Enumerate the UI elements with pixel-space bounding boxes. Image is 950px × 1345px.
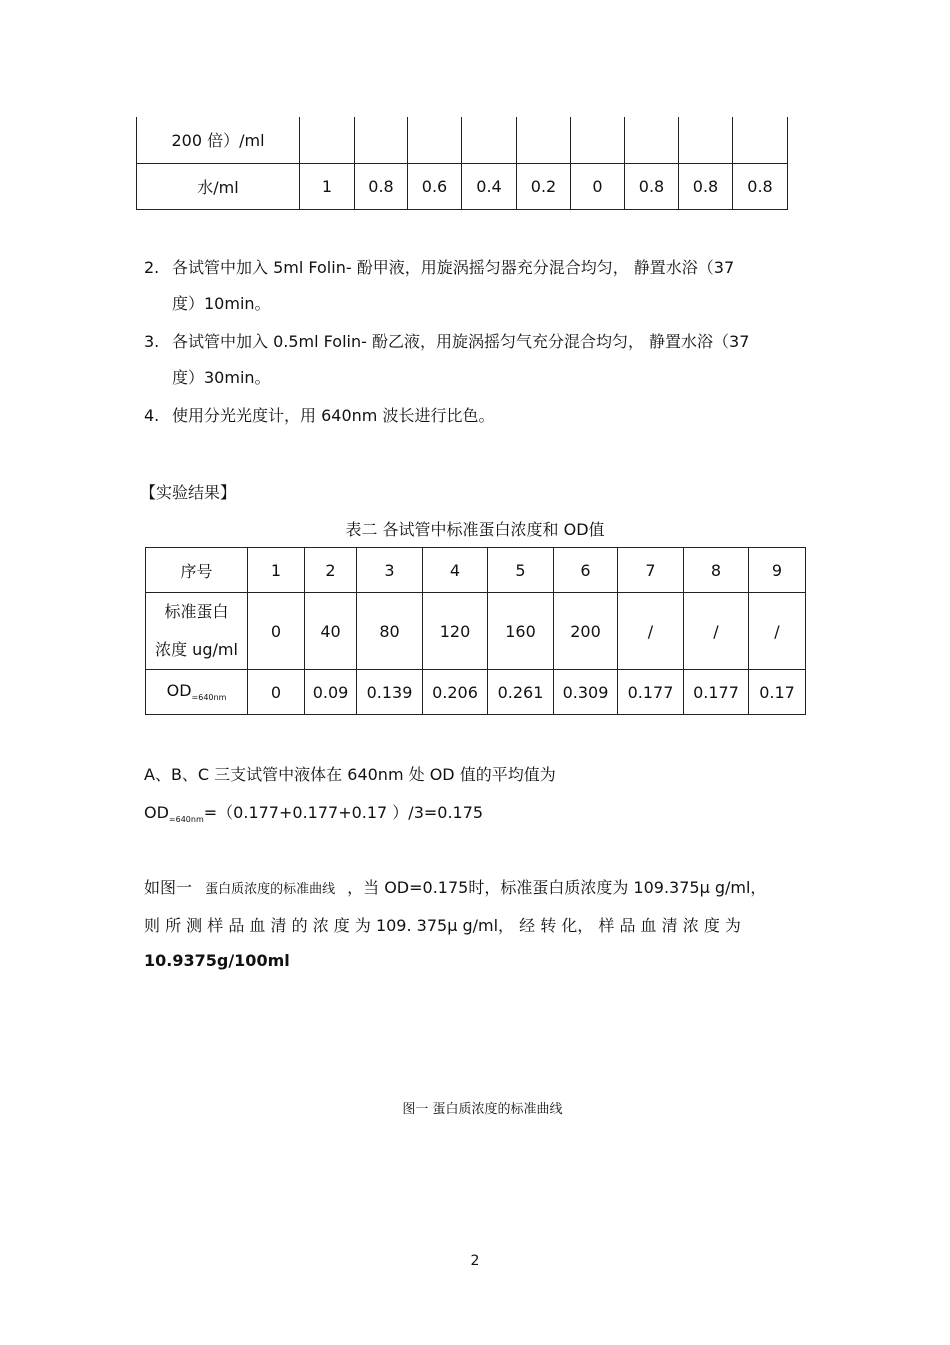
table-row: [146, 593, 806, 670]
table-cell: 0.8: [625, 163, 679, 209]
table-cell: /: [618, 593, 684, 670]
conclusion-text: ，当 OD=0.175时，标准蛋白质浓度为 109.375μ g/ml，: [347, 878, 767, 897]
table-header-row: [146, 548, 806, 593]
table-cell: [300, 117, 355, 163]
table-cell: 0.261: [488, 670, 554, 715]
table-cell: 0.09: [305, 670, 357, 715]
conclusion-result: 10.9375g/100ml: [144, 951, 290, 970]
table-cell: [733, 117, 788, 163]
step-number: 3.: [144, 332, 160, 351]
row-label: [146, 593, 248, 670]
step-text: [172, 398, 812, 434]
table-cell: 0.8: [679, 163, 733, 209]
table-cell: [517, 117, 571, 163]
od-subscript: =640nm: [168, 815, 204, 825]
step-line: 使用分光光度计，用 640nm 波长进行比色。: [172, 406, 495, 425]
table-cell: 0.8: [355, 163, 408, 209]
od-label: OD: [144, 803, 169, 822]
table-cell: 0.206: [423, 670, 488, 715]
step-3: [0, 324, 950, 396]
od-subscript: =640nm: [191, 693, 227, 703]
table-cell: 0: [248, 593, 305, 670]
table-row: [137, 163, 788, 209]
step-number: 4.: [144, 406, 160, 425]
table-cell: 0.2: [517, 163, 571, 209]
table-cell: 0.8: [733, 163, 788, 209]
conclusion-line-2: 则 所 测 样 品 血 清 的 浓 度 为 109. 375μ g/ml， 经 转 化， 样 品 血 清 浓 度 为: [144, 916, 741, 935]
step-4: [0, 398, 950, 434]
step-text: [172, 250, 812, 322]
row-label-line: 浓度 ug/ml: [155, 640, 238, 659]
row-label-line: 标准蛋白: [164, 602, 229, 621]
table-cell: 200: [554, 593, 618, 670]
row-label: 水/ml: [137, 163, 300, 209]
table-cell: [462, 117, 517, 163]
table-cell: 0: [571, 163, 625, 209]
table-cell: 0: [248, 670, 305, 715]
table-cell: [355, 117, 408, 163]
table-cell: 160: [488, 593, 554, 670]
table-cell: 0.177: [684, 670, 749, 715]
figure-ref-prefix: 如图一: [144, 878, 193, 897]
step-line: 各试管中加入 5ml Folin- 酚甲液，用旋涡摇匀器充分混合均匀， 静置水浴（37: [172, 258, 735, 277]
table-row: [137, 117, 788, 163]
figure-caption: 图一 蛋白质浓度的标准曲线: [402, 1102, 563, 1117]
table-row: [146, 670, 806, 715]
header-cell: 8: [684, 548, 749, 593]
od-label: OD: [166, 681, 192, 701]
table-cell: 0.4: [462, 163, 517, 209]
average-text: A、B、C 三支试管中液体在 640nm 处 OD 值的平均值为: [144, 765, 556, 784]
step-line: 各试管中加入 0.5ml Folin- 酚乙液，用旋涡摇匀气充分混合均匀， 静置水浴（37: [172, 332, 750, 351]
table-cell: 80: [357, 593, 423, 670]
header-cell: 6: [554, 548, 618, 593]
table-cell: 40: [305, 593, 357, 670]
header-cell: 5: [488, 548, 554, 593]
table-cell: [408, 117, 462, 163]
header-cell: 3: [357, 548, 423, 593]
average-formula: [144, 800, 483, 824]
table-cell: [571, 117, 625, 163]
table-cell: 1: [300, 163, 355, 209]
step-number: 2.: [144, 258, 160, 277]
conclusion-line-1: [144, 875, 809, 898]
header-cell: 9: [749, 548, 806, 593]
results-heading: 【实验结果】: [140, 483, 237, 502]
table-cell: [679, 117, 733, 163]
table-cell: 0.177: [618, 670, 684, 715]
table-caption: 表二 各试管中标准蛋白浓度和 OD值: [345, 520, 605, 539]
step-text: [172, 324, 812, 396]
step-2: [0, 250, 950, 322]
table-cell: /: [749, 593, 806, 670]
table-cell: 0.139: [357, 670, 423, 715]
reagent-table: [136, 117, 788, 210]
header-label: 序号: [146, 548, 248, 593]
figure-ref: 蛋白质浓度的标准曲线: [205, 882, 336, 897]
header-cell: 7: [618, 548, 684, 593]
formula-text: =（0.177+0.177+0.17 ）/3=0.175: [203, 803, 484, 822]
table-cell: 0.6: [408, 163, 462, 209]
od-table: [145, 547, 806, 715]
table-cell: 0.17: [749, 670, 806, 715]
step-line: 度）30min。: [172, 368, 271, 387]
table-cell: 120: [423, 593, 488, 670]
table-cell: [625, 117, 679, 163]
header-cell: 1: [248, 548, 305, 593]
page-number: 2: [470, 1253, 480, 1269]
step-line: 度）10min。: [172, 294, 271, 313]
row-label: [146, 670, 248, 715]
header-cell: 4: [423, 548, 488, 593]
table-cell: 0.309: [554, 670, 618, 715]
row-label: 200 倍）/ml: [137, 117, 300, 163]
table-cell: /: [684, 593, 749, 670]
header-cell: 2: [305, 548, 357, 593]
